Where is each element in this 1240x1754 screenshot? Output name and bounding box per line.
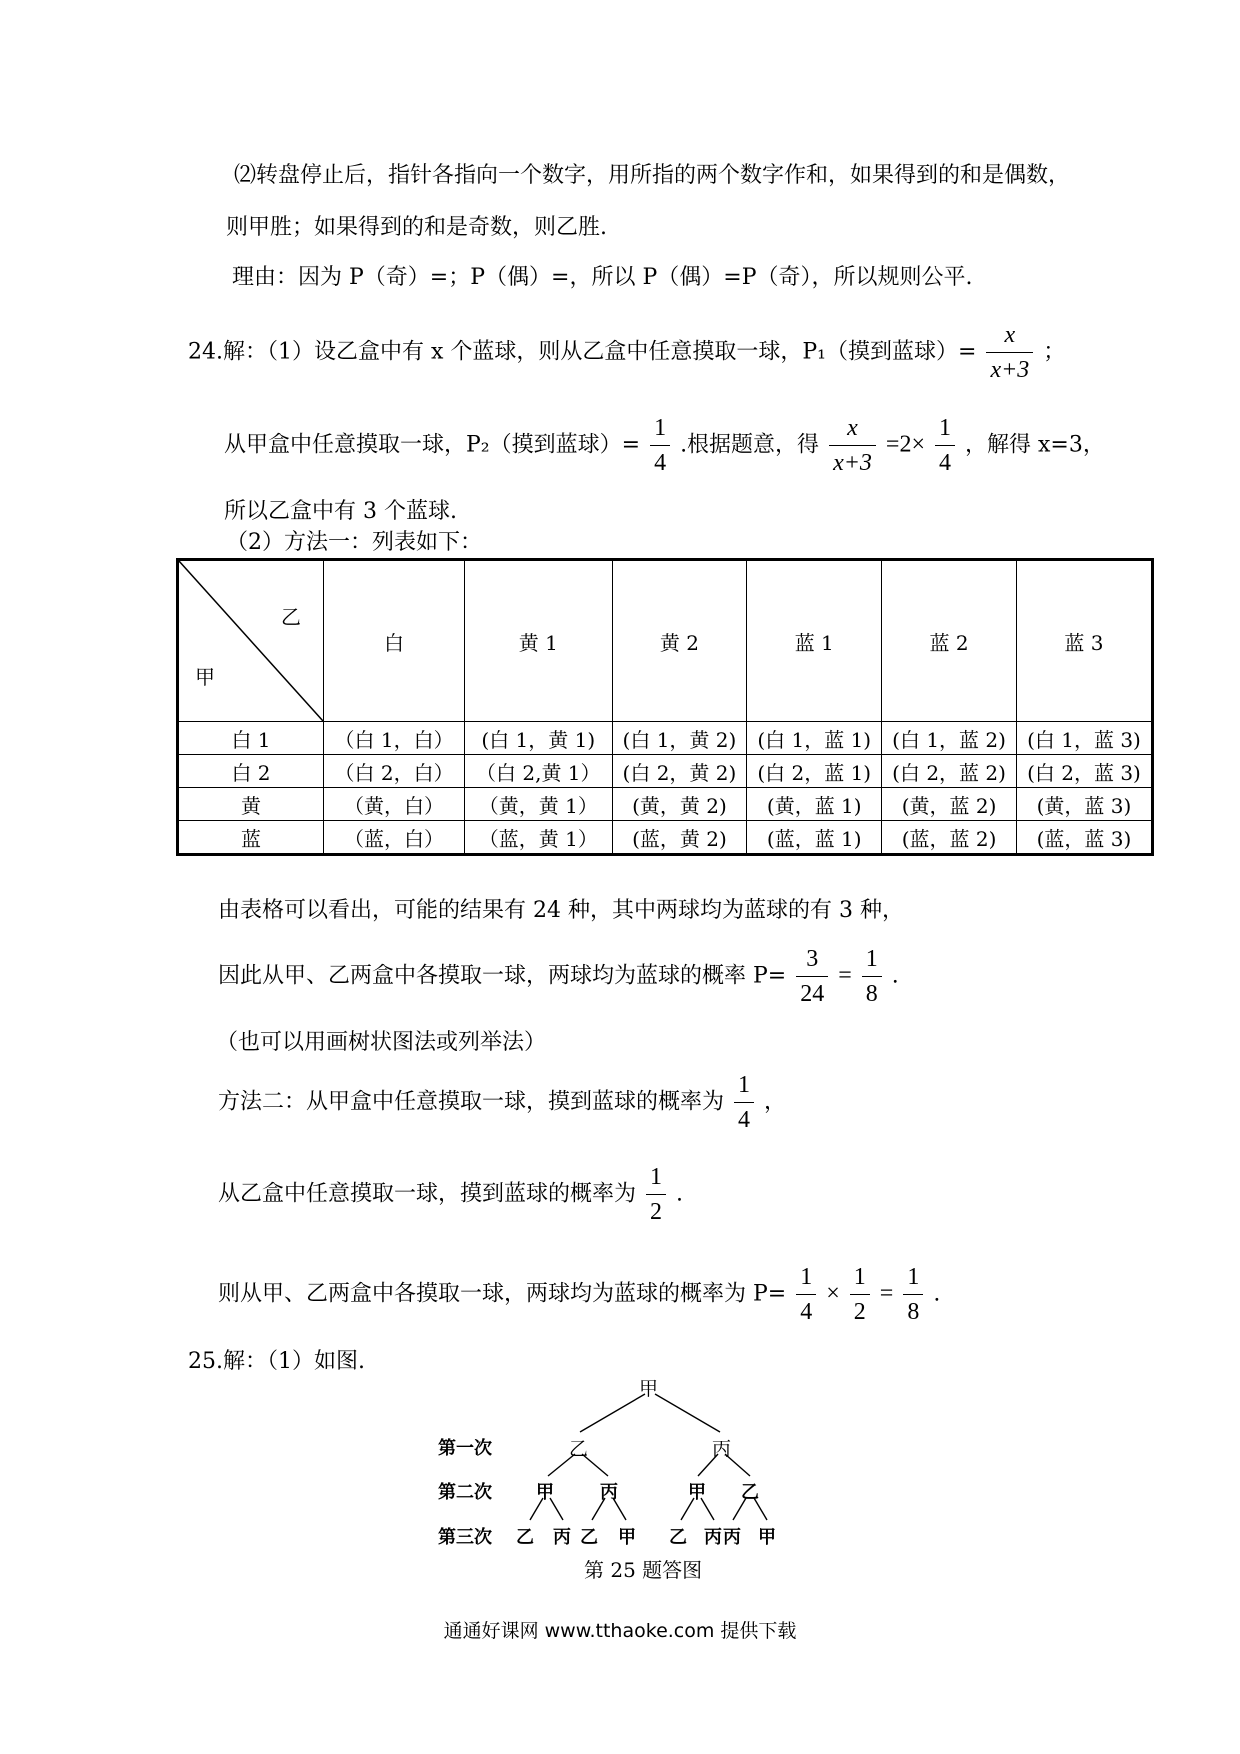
tree-leaf: 甲	[618, 1527, 636, 1548]
problem-24-line2	[224, 413, 1105, 478]
numerator: 1	[650, 413, 670, 446]
text-span: ；	[1043, 339, 1066, 365]
denominator: 8	[865, 981, 878, 1007]
numerator: 1	[850, 1262, 870, 1295]
fraction	[796, 944, 828, 1009]
table-cell: (白 2，黄 2)	[612, 755, 747, 788]
text-span: 24.解：（1）设乙盒中有 x 个蓝球，则从乙盒中任意摸取一球，P₁（摸到蓝球）=	[188, 339, 977, 365]
table-cell: (白 2，蓝 3)	[1016, 755, 1152, 788]
row-header: 黄	[178, 788, 324, 821]
numerator: 1	[935, 413, 955, 446]
diagonal-line	[179, 561, 323, 721]
table-cell: （黄，白）	[324, 788, 465, 821]
fraction	[986, 320, 1033, 385]
denominator: 2	[853, 1299, 866, 1325]
level-label: 第三次	[438, 1527, 492, 1548]
table-cell: (白 2，蓝 1)	[747, 755, 882, 788]
figure-caption: 第 25 题答图	[584, 1558, 703, 1582]
table-cell: (白 1，黄 2)	[612, 722, 747, 755]
text-span: ，解得 x=3，	[965, 432, 1105, 458]
tree-node: 丙	[712, 1438, 732, 1460]
text-line: 则甲胜；如果得到的和是奇数，则乙胜.	[226, 215, 607, 240]
numerator: x	[847, 415, 858, 441]
table-cell: (白 1，蓝 1)	[747, 722, 882, 755]
fraction	[734, 1070, 754, 1135]
probability-line	[218, 944, 899, 1009]
column-header: 蓝 1	[747, 560, 882, 722]
footer-text: 通通好课网 www.tthaoke.com 提供下载	[443, 1620, 797, 1642]
table-cell: (蓝，蓝 2)	[882, 821, 1017, 855]
corner-bottom-label: 甲	[195, 665, 215, 689]
denominator: 4	[738, 1107, 751, 1133]
row-header: 白 1	[178, 722, 324, 755]
tree-root: 甲	[639, 1378, 659, 1400]
table-cell: (黄，蓝 2)	[882, 788, 1017, 821]
table-row	[178, 722, 1153, 755]
text-span: .	[676, 1181, 684, 1207]
row-header: 蓝	[178, 821, 324, 855]
problem-25-heading: 25.解：（1）如图.	[188, 1349, 365, 1374]
level-label: 第二次	[438, 1482, 492, 1503]
method2-line3	[218, 1262, 940, 1327]
denominator: x+3	[990, 357, 1030, 383]
text-span: .根据题意，得	[680, 432, 820, 458]
fraction	[862, 944, 882, 1009]
tree-leaf: 乙	[669, 1527, 687, 1548]
table-row	[178, 821, 1153, 855]
denominator: 4	[800, 1299, 813, 1325]
column-header: 黄 2	[612, 560, 747, 722]
text-span: 从甲盒中任意摸取一球，P₂（摸到蓝球）=	[224, 432, 641, 458]
text-span: =	[879, 1280, 894, 1307]
text-line: 由表格可以看出，可能的结果有 24 种，其中两球均为蓝球的有 3 种，	[218, 898, 904, 923]
method2-line2	[218, 1162, 683, 1227]
column-header: 白	[324, 560, 465, 722]
tree-leaf: 丙	[704, 1527, 722, 1548]
text-line: ⑵转盘停止后，指针各指向一个数字，用所指的两个数字作和，如果得到的和是偶数，	[234, 163, 1071, 188]
table-cell: （蓝，白）	[324, 821, 465, 855]
tree-node: 乙	[569, 1438, 589, 1460]
fraction	[650, 413, 670, 478]
method2-line1	[218, 1070, 786, 1135]
column-header: 黄 1	[465, 560, 612, 722]
column-header: 蓝 2	[882, 560, 1017, 722]
numerator: 1	[734, 1070, 754, 1103]
corner-top-label: 乙	[281, 605, 301, 629]
denominator: x+3	[833, 450, 872, 476]
table-cell: (蓝，蓝 1)	[747, 821, 882, 855]
table-cell: (白 1，蓝 2)	[882, 722, 1017, 755]
table-cell: (白 1，蓝 3)	[1016, 722, 1152, 755]
denominator: 2	[650, 1199, 663, 1225]
tree-node: 甲	[536, 1482, 554, 1503]
table-cell: (黄，蓝 3)	[1016, 788, 1152, 821]
fraction	[935, 413, 955, 478]
text-line: （2）方法一：列表如下：	[226, 530, 482, 555]
numerator: x	[1004, 322, 1016, 348]
denominator: 4	[939, 450, 951, 476]
table-cell: (白 2，蓝 2)	[882, 755, 1017, 788]
table-cell: （黄，黄 1）	[465, 788, 612, 821]
table-cell: (黄，黄 2)	[612, 788, 747, 821]
numerator: 1	[862, 944, 882, 977]
level-label: 第一次	[438, 1438, 492, 1459]
table-cell: （白 1，白）	[324, 722, 465, 755]
numerator: 3	[796, 944, 828, 977]
text-line: 所以乙盒中有 3 个蓝球.	[224, 499, 457, 524]
tree-leaf: 甲	[758, 1527, 776, 1548]
table-cell: (蓝，蓝 3)	[1016, 821, 1152, 855]
text-line: 理由：因为 P（奇）=；P（偶）=，所以 P（偶）=P（奇），所以规则公平.	[232, 265, 973, 290]
tree-node: 甲	[688, 1482, 706, 1503]
text-span: .	[891, 963, 899, 989]
text-span: .	[933, 1281, 941, 1307]
fraction	[850, 1262, 870, 1327]
numerator: 1	[903, 1262, 923, 1295]
numerator: 1	[646, 1162, 666, 1195]
table-header-row	[178, 560, 1153, 722]
tree-leaf: 丙	[553, 1527, 571, 1548]
tree-node: 乙	[741, 1482, 759, 1503]
text-line: （也可以用画树状图法或列举法）	[216, 1030, 547, 1055]
table-cell: (白 1，黄 1)	[465, 722, 612, 755]
tree-leaf: 丙	[723, 1527, 741, 1548]
tree-node: 丙	[600, 1482, 618, 1503]
table-cell: （白 2,黄 1）	[465, 755, 612, 788]
tree-leaf: 乙	[516, 1527, 534, 1548]
text-span: ，	[764, 1089, 787, 1115]
table-cell: （白 2，白）	[324, 755, 465, 788]
fraction	[829, 413, 876, 478]
text-span: 方法二：从甲盒中任意摸取一球，摸到蓝球的概率为	[218, 1089, 725, 1115]
row-header: 白 2	[178, 755, 324, 788]
table-cell: (蓝，黄 2)	[612, 821, 747, 855]
denominator: 24	[800, 981, 825, 1007]
column-header: 蓝 3	[1016, 560, 1152, 722]
table-row	[178, 755, 1153, 788]
table-cell: (黄，蓝 1)	[747, 788, 882, 821]
denominator: 4	[654, 450, 667, 476]
table-corner-cell	[178, 560, 324, 722]
problem-24-line1	[188, 320, 1065, 385]
text-span: =2×	[885, 431, 925, 458]
tree-leaf: 乙	[580, 1527, 598, 1548]
fraction	[796, 1262, 816, 1327]
table-cell: （蓝，黄 1）	[465, 821, 612, 855]
outcome-table	[176, 558, 1154, 856]
fraction	[903, 1262, 923, 1327]
text-span: ×	[826, 1280, 840, 1307]
denominator: 8	[907, 1299, 920, 1325]
text-span: 从乙盒中任意摸取一球，摸到蓝球的概率为	[218, 1181, 637, 1207]
numerator: 1	[796, 1262, 816, 1295]
fraction	[646, 1162, 666, 1227]
text-span: =	[838, 962, 852, 989]
table-row	[178, 788, 1153, 821]
text-span: 则从甲、乙两盒中各摸取一球，两球均为蓝球的概率为 P=	[218, 1281, 787, 1307]
text-span: 因此从甲、乙两盒中各摸取一球，两球均为蓝球的概率 P=	[218, 963, 787, 989]
tree-diagram	[420, 1376, 840, 1582]
